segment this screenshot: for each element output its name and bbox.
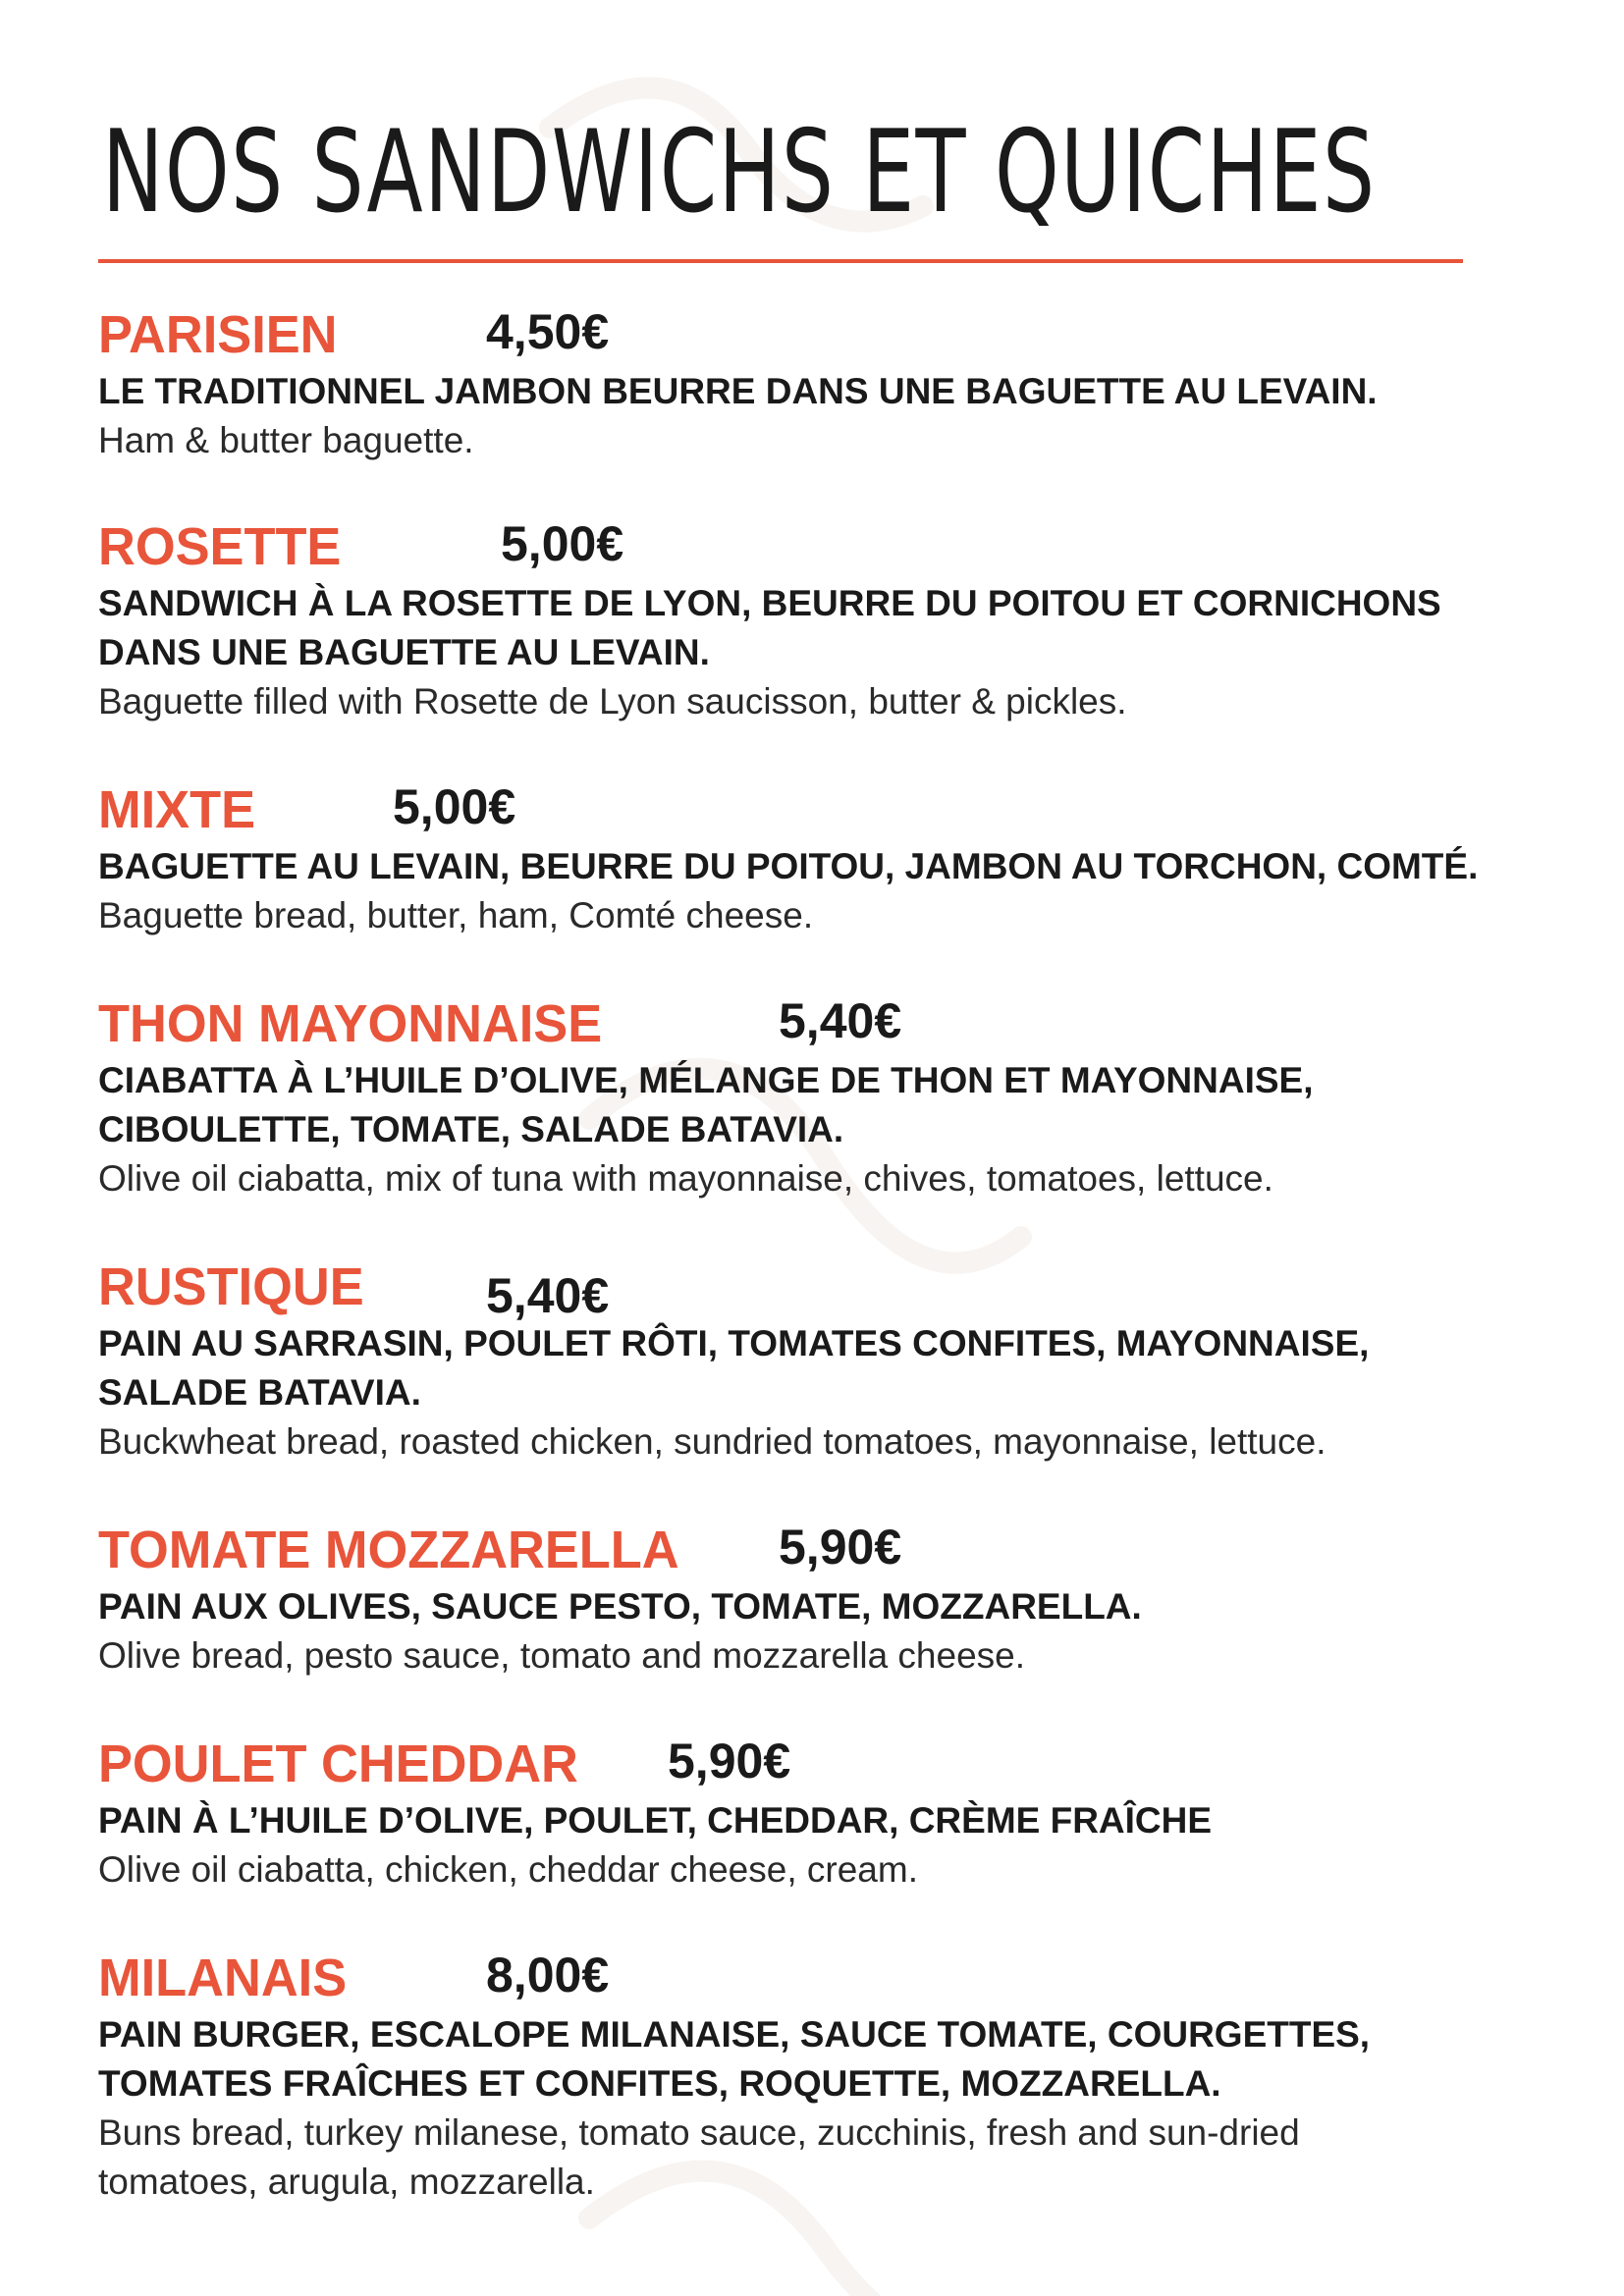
item-name: POULET CHEDDAR xyxy=(98,1735,578,1793)
item-description-fr: PAIN AU SARRASIN, POULET RÔTI, TOMATES CONFITES, MAYONNAISE, SALADE BATAVIA. xyxy=(98,1323,1370,1413)
item-description-fr: BAGUETTE AU LEVAIN, BEURRE DU POITOU, JAMBON AU TORCHON, COMTÉ. xyxy=(98,846,1479,886)
item-price: 5,90€ xyxy=(779,1520,902,1575)
item-description-fr: CIABATTA À L’HUILE D’OLIVE, MÉLANGE DE THON ET MAYONNAISE, CIBOULETTE, TOMATE, SALADE BATAVIA. xyxy=(98,1060,1314,1149)
item-description-fr: PAIN BURGER, ESCALOPE MILANAISE, SAUCE TOMATE, COURGETTES, TOMATES FRAÎCHES ET CONFITES, ROQUETTE, MOZZARELLA. xyxy=(98,2014,1371,2104)
item-description-fr: LE TRADITIONNEL JAMBON BEURRE DANS UNE BAGUETTE AU LEVAIN. xyxy=(98,371,1378,411)
item-name: MILANAIS xyxy=(98,1949,348,2007)
menu-item-milanais xyxy=(98,1946,1532,2207)
item-name: ROSETTE xyxy=(98,517,342,576)
item-description-en: Olive oil ciabatta, mix of tuna with mayonnaise, chives, tomatoes, lettuce. xyxy=(98,1158,1273,1199)
item-name: MIXTE xyxy=(98,780,256,839)
item-description-fr: SANDWICH À LA ROSETTE DE LYON, BEURRE DU POITOU ET CORNICHONS DANS UNE BAGUETTE AU LEVAIN. xyxy=(98,583,1441,672)
item-price: 5,00€ xyxy=(393,779,516,834)
item-name: THON MAYONNAISE xyxy=(98,994,603,1053)
item-description-en: Baguette bread, butter, ham, Comté cheese. xyxy=(98,895,814,935)
menu-item-parisien xyxy=(98,302,1532,465)
item-description-en: Baguette filled with Rosette de Lyon saucisson, butter & pickles. xyxy=(98,681,1127,721)
item-price: 5,00€ xyxy=(501,516,624,571)
item-price: 5,40€ xyxy=(486,1268,610,1323)
item-description-en: Olive bread, pesto sauce, tomato and mozzarella cheese. xyxy=(98,1635,1026,1676)
item-description-en: Ham & butter baguette. xyxy=(98,420,474,460)
item-name: RUSTIQUE xyxy=(98,1257,364,1316)
item-name: TOMATE MOZZARELLA xyxy=(98,1521,679,1579)
menu-item-poulet-cheddar xyxy=(98,1732,1532,1895)
menu-item-thon-mayonnaise xyxy=(98,991,1532,1203)
item-price: 4,50€ xyxy=(486,304,610,359)
menu-item-mixte xyxy=(98,777,1532,940)
page-title: NOS SANDWICHS ET QUICHES xyxy=(102,106,1377,239)
item-price: 5,40€ xyxy=(779,993,902,1048)
menu-item-rustique xyxy=(98,1255,1532,1467)
item-description-en: Olive oil ciabatta, chicken, cheddar cheese, cream. xyxy=(98,1849,918,1890)
item-price: 8,00€ xyxy=(486,1948,610,2002)
menu-item-rosette xyxy=(98,514,1532,726)
item-description-fr: PAIN À L’HUILE D’OLIVE, POULET, CHEDDAR, CRÈME FRAÎCHE xyxy=(98,1800,1213,1841)
item-description-en: Buckwheat bread, roasted chicken, sundried tomatoes, mayonnaise, lettuce. xyxy=(98,1421,1326,1462)
item-description-fr: PAIN AUX OLIVES, SAUCE PESTO, TOMATE, MOZZARELLA. xyxy=(98,1586,1142,1627)
item-description-en: Buns bread, turkey milanese, tomato sauce, zucchinis, fresh and sun-dried tomatoes, arugula, mozzarella. xyxy=(98,2112,1300,2202)
menu-item-tomate-mozzarella xyxy=(98,1518,1532,1681)
item-name: PARISIEN xyxy=(98,305,338,364)
item-price: 5,90€ xyxy=(668,1734,791,1789)
title-divider xyxy=(98,259,1463,263)
